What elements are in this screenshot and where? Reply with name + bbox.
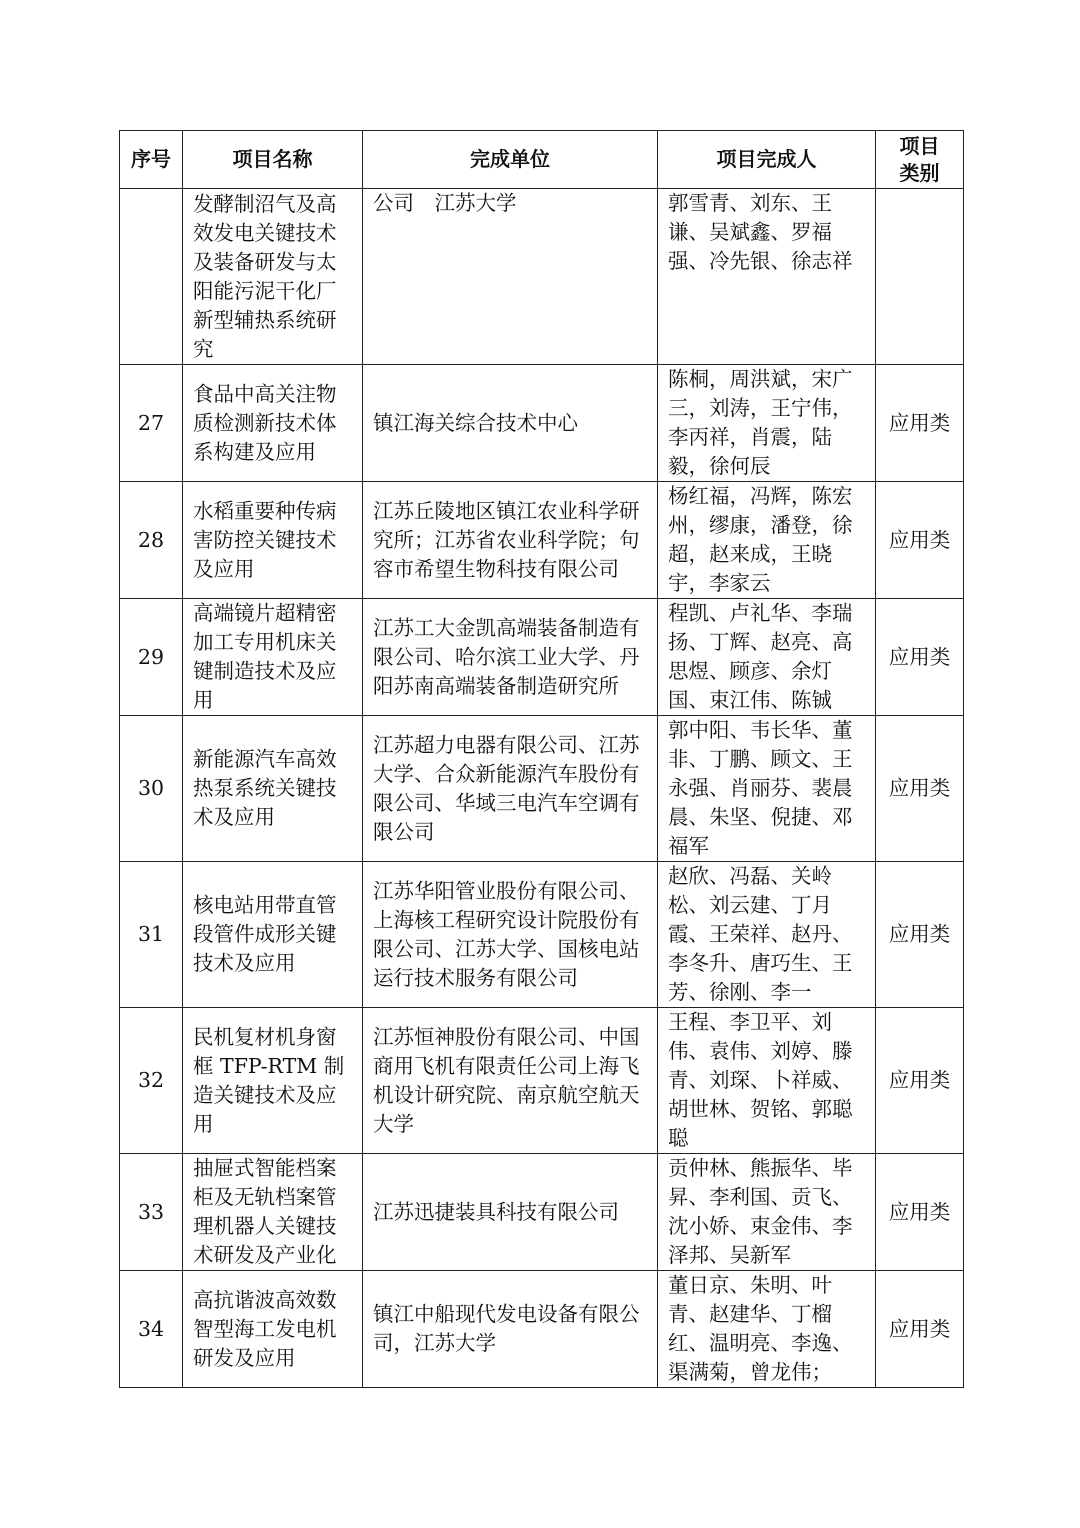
cell-seq: 33	[120, 1154, 183, 1271]
cell-seq: 29	[120, 599, 183, 716]
cell-name: 民机复材机身窗框 TFP-RTM 制造关键技术及应用	[183, 1008, 363, 1154]
table-row	[120, 482, 964, 599]
cell-unit: 江苏迅捷装具科技有限公司	[363, 1154, 658, 1271]
header-unit: 完成单位	[363, 131, 658, 189]
header-category-line-1: 项目	[899, 133, 940, 158]
table-row	[120, 599, 964, 716]
header-seq: 序号	[120, 131, 183, 189]
cell-people: 郭雪青、刘东、王谦、吴斌鑫、罗福强、冷先银、徐志祥	[658, 189, 876, 365]
cell-unit: 公司 江苏大学	[363, 189, 658, 365]
cell-unit: 镇江海关综合技术中心	[363, 365, 658, 482]
cell-seq: 34	[120, 1271, 183, 1388]
cell-unit: 江苏丘陵地区镇江农业科学研究所；江苏省农业科学院；句容市希望生物科技有限公司	[363, 482, 658, 599]
cell-category: 应用类	[876, 482, 964, 599]
cell-people: 贡仲林、熊振华、毕昇、李利国、贡飞、沈小娇、束金伟、李泽邦、吴新军	[658, 1154, 876, 1271]
cell-unit: 江苏恒神股份有限公司、中国商用飞机有限责任公司上海飞机设计研究院、南京航空航天大学	[363, 1008, 658, 1154]
awards-table	[119, 130, 964, 1388]
cell-unit: 江苏工大金凯高端装备制造有限公司、哈尔滨工业大学、丹阳苏南高端装备制造研究所	[363, 599, 658, 716]
cell-people: 陈桐，周洪斌，宋广三，刘涛，王宁伟，李丙祥，肖震，陆毅，徐何辰	[658, 365, 876, 482]
cell-seq: 28	[120, 482, 183, 599]
cell-category: 应用类	[876, 365, 964, 482]
cell-category: 应用类	[876, 716, 964, 862]
header-people: 项目完成人	[658, 131, 876, 189]
cell-category: 应用类	[876, 862, 964, 1008]
cell-category: 应用类	[876, 1271, 964, 1388]
cell-name: 高端镜片超精密加工专用机床关键制造技术及应用	[183, 599, 363, 716]
cell-people: 王程、李卫平、刘伟、袁伟、刘婷、滕青、刘琛、卜祥威、胡世林、贺铭、郭聪聪	[658, 1008, 876, 1154]
cell-people: 董日京、朱明、叶青、赵建华、丁榴红、温明亮、李逸、渠满菊，曾龙伟；	[658, 1271, 876, 1388]
cell-seq: 32	[120, 1008, 183, 1154]
cell-category: 应用类	[876, 1154, 964, 1271]
cell-name: 核电站用带直管段管件成形关键技术及应用	[183, 862, 363, 1008]
cell-name: 抽屉式智能档案柜及无轨档案管理机器人关键技术研发及产业化	[183, 1154, 363, 1271]
cell-people: 赵欣、冯磊、关岭松、刘云建、丁月霞、王荣祥、赵丹、李冬升、唐巧生、王芳、徐刚、李一	[658, 862, 876, 1008]
cell-people: 杨红福，冯辉，陈宏州，缪康，潘登，徐超，赵来成，王晓宇，李家云	[658, 482, 876, 599]
header-category-line-2: 类别	[899, 160, 940, 185]
cell-people: 郭中阳、韦长华、董非、丁鹏、顾文、王永强、肖丽芬、裴晨晨、朱坚、倪捷、邓福军	[658, 716, 876, 862]
cell-name: 水稻重要种传病害防控关键技术及应用	[183, 482, 363, 599]
header-name: 项目名称	[183, 131, 363, 189]
cell-seq: 27	[120, 365, 183, 482]
cell-name: 食品中高关注物质检测新技术体系构建及应用	[183, 365, 363, 482]
cell-seq	[120, 189, 183, 365]
cell-unit: 镇江中船现代发电设备有限公司，江苏大学	[363, 1271, 658, 1388]
table-row	[120, 189, 964, 365]
table-row	[120, 716, 964, 862]
cell-seq: 31	[120, 862, 183, 1008]
cell-name: 高抗谐波高效数智型海工发电机研发及应用	[183, 1271, 363, 1388]
header-category	[876, 131, 964, 189]
cell-name: 新能源汽车高效热泵系统关键技术及应用	[183, 716, 363, 862]
table-row	[120, 862, 964, 1008]
cell-category: 应用类	[876, 1008, 964, 1154]
cell-unit: 江苏超力电器有限公司、江苏大学、合众新能源汽车股份有限公司、华域三电汽车空调有限公司	[363, 716, 658, 862]
cell-name: 发酵制沼气及高效发电关键技术及装备研发与太阳能污泥干化厂新型辅热系统研究	[183, 189, 363, 365]
cell-category: 应用类	[876, 599, 964, 716]
table-row	[120, 1154, 964, 1271]
cell-category	[876, 189, 964, 365]
cell-seq: 30	[120, 716, 183, 862]
table-row	[120, 1271, 964, 1388]
cell-unit: 江苏华阳管业股份有限公司、上海核工程研究设计院股份有限公司、江苏大学、国核电站运行技术服务有限公司	[363, 862, 658, 1008]
cell-people: 程凯、卢礼华、李瑞扬、丁辉、赵亮、高思煜、顾彦、余灯国、束江伟、陈铖	[658, 599, 876, 716]
header-row	[120, 131, 964, 189]
table-row	[120, 365, 964, 482]
table-row	[120, 1008, 964, 1154]
